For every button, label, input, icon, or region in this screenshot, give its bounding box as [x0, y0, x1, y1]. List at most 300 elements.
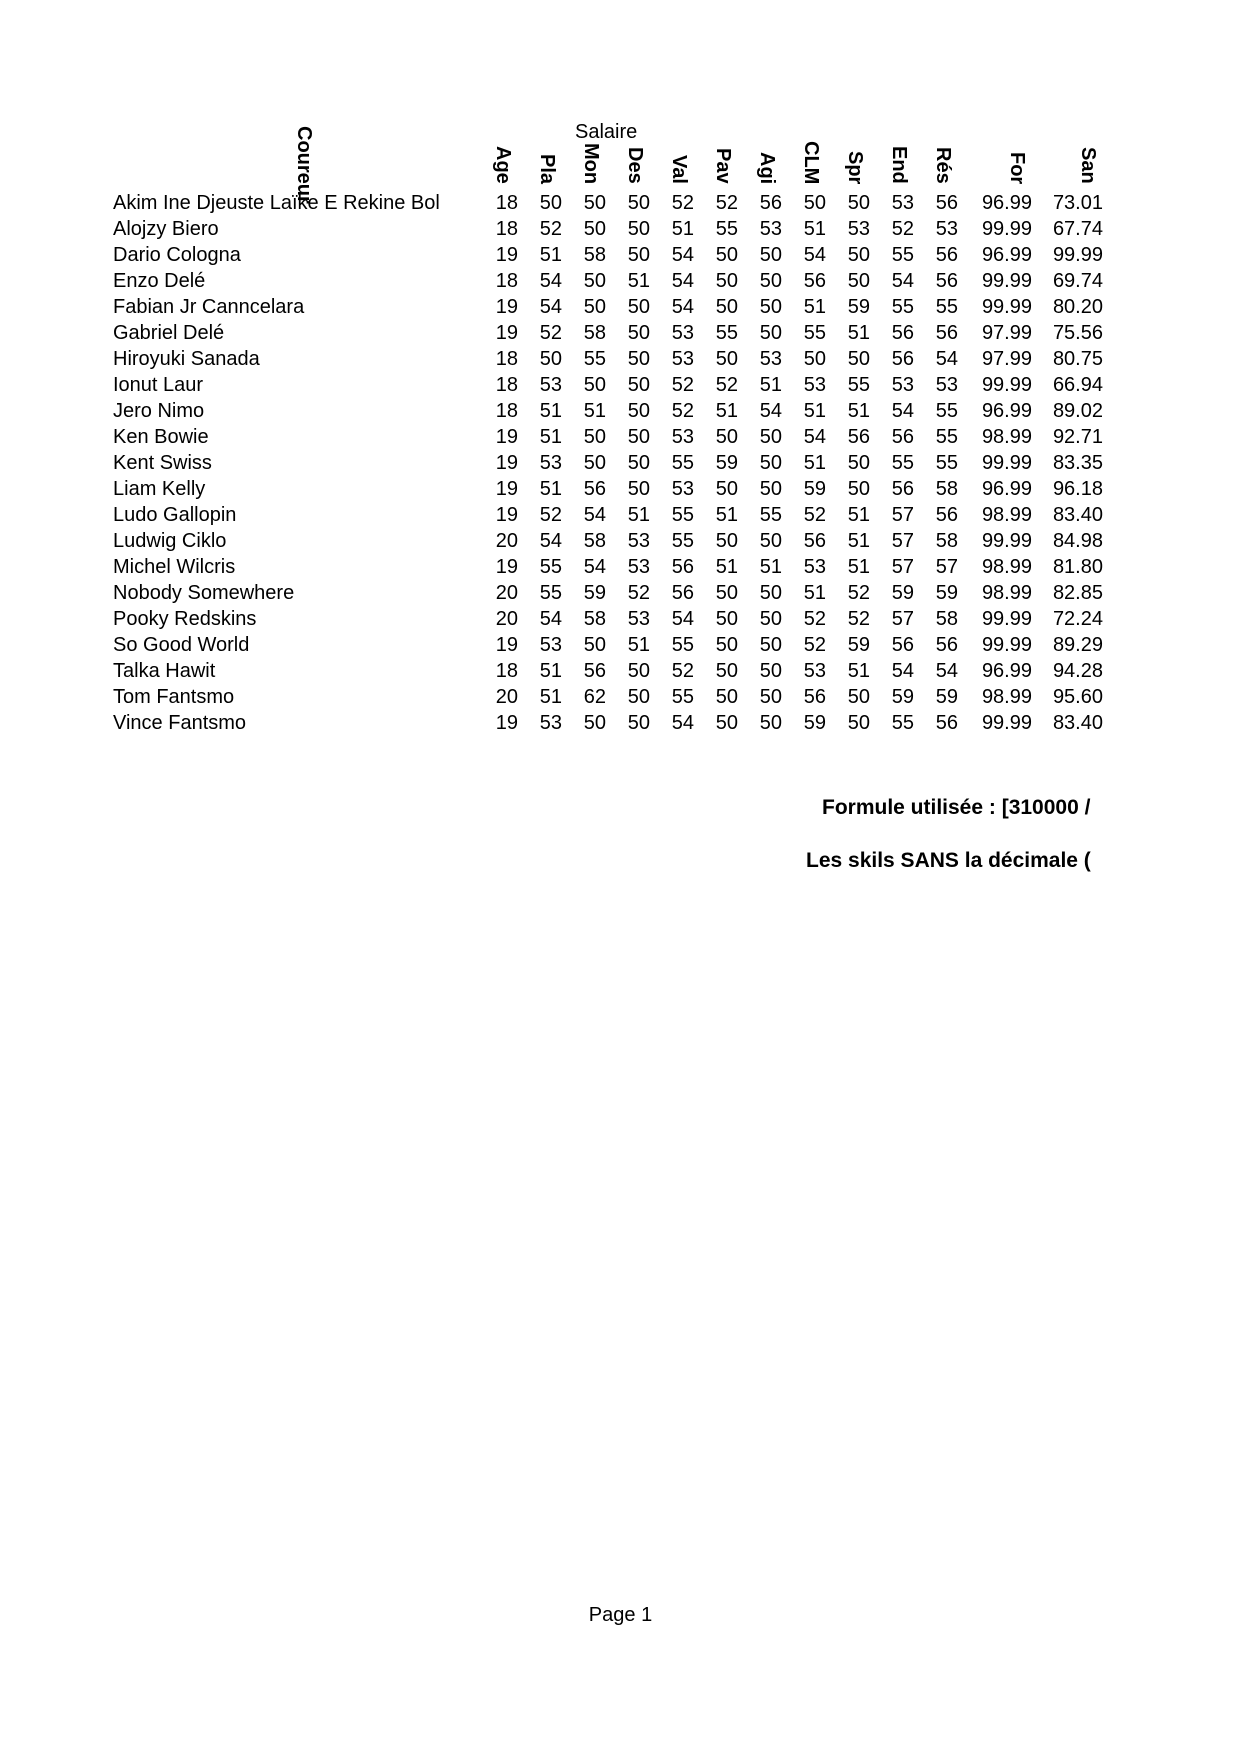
stat-cell-des: 50 [627, 660, 650, 682]
stat-cell-for: 99.99 [981, 296, 1032, 318]
stat-cell-val: 54 [671, 296, 694, 318]
stat-cell-val: 52 [671, 660, 694, 682]
stat-cell-end: 55 [891, 296, 914, 318]
skills-note: Les skils SANS la décimale ( [806, 849, 1091, 872]
stat-cell-end: 56 [891, 426, 914, 448]
stat-cell-end: 54 [891, 270, 914, 292]
stat-cell-pav: 50 [715, 270, 738, 292]
stat-cell-agi: 51 [759, 556, 782, 578]
stat-cell-pla: 51 [539, 686, 562, 708]
stat-cell-pav: 50 [715, 608, 738, 630]
stat-cell-pla: 53 [539, 712, 562, 734]
stat-cell-des: 50 [627, 322, 650, 344]
stat-cell-san: 82.85 [1052, 582, 1103, 604]
stat-cell-clm: 51 [803, 218, 826, 240]
stat-cell-val: 55 [671, 686, 694, 708]
stat-cell-clm: 54 [803, 426, 826, 448]
stat-cell-for: 98.99 [981, 504, 1032, 526]
stat-cell-spr: 50 [847, 270, 870, 292]
stat-cell-mon: 50 [583, 452, 606, 474]
salaire-label: Salaire [575, 121, 638, 143]
stat-cell-end: 57 [891, 530, 914, 552]
stat-cell-val: 56 [671, 556, 694, 578]
rider-name-cell: Akim Ine Djeuste Laïke E Rekine Bol [113, 192, 440, 214]
stat-cell-val: 54 [671, 712, 694, 734]
stat-cell-des: 51 [627, 634, 650, 656]
table-row [113, 710, 1103, 736]
stat-cell-des: 51 [627, 504, 650, 526]
stat-cell-clm: 53 [803, 660, 826, 682]
stat-cell-des: 51 [627, 270, 650, 292]
stat-cell-end: 54 [891, 400, 914, 422]
table-row [113, 554, 1103, 580]
stat-cell-res: 58 [935, 608, 958, 630]
stat-cell-spr: 51 [847, 660, 870, 682]
stat-cell-pla: 51 [539, 400, 562, 422]
stat-cell-res: 53 [935, 374, 958, 396]
stat-cell-end: 57 [891, 504, 914, 526]
stat-cell-age: 19 [495, 478, 518, 500]
stat-cell-pla: 51 [539, 660, 562, 682]
column-header-pla [518, 140, 562, 190]
stat-cell-mon: 55 [583, 348, 606, 370]
stat-cell-mon: 54 [583, 504, 606, 526]
stat-cell-mon: 62 [583, 686, 606, 708]
column-header-label: Pla [536, 153, 558, 184]
stat-cell-agi: 50 [759, 582, 782, 604]
stat-cell-end: 56 [891, 634, 914, 656]
stat-cell-res: 56 [935, 270, 958, 292]
table-row [113, 242, 1103, 268]
table-row [113, 372, 1103, 398]
rider-name-cell: Kent Swiss [113, 452, 212, 474]
stat-cell-mon: 50 [583, 270, 606, 292]
stat-cell-age: 19 [495, 426, 518, 448]
rider-name-cell: Fabian Jr Canncelara [113, 296, 305, 318]
stat-cell-san: 69.74 [1052, 270, 1103, 292]
column-header-label: For [1006, 151, 1028, 184]
stat-cell-res: 55 [935, 296, 958, 318]
stat-cell-pla: 54 [539, 608, 562, 630]
stat-cell-spr: 56 [847, 426, 870, 448]
stat-cell-end: 52 [891, 218, 914, 240]
rider-name-cell: Nobody Somewhere [113, 582, 295, 604]
stat-cell-des: 50 [627, 296, 650, 318]
rider-name-cell: Ken Bowie [113, 426, 209, 448]
stat-cell-san: 95.60 [1052, 686, 1103, 708]
stat-cell-agi: 50 [759, 426, 782, 448]
stat-cell-des: 50 [627, 712, 650, 734]
stat-cell-age: 18 [495, 218, 518, 240]
stat-cell-pla: 50 [539, 348, 562, 370]
stat-cell-val: 52 [671, 400, 694, 422]
stat-cell-end: 54 [891, 660, 914, 682]
stat-cell-san: 96.18 [1052, 478, 1103, 500]
stat-cell-res: 56 [935, 712, 958, 734]
stat-cell-san: 80.20 [1052, 296, 1103, 318]
stat-cell-san: 67.74 [1052, 218, 1103, 240]
stat-cell-pav: 51 [715, 504, 738, 526]
stat-cell-spr: 50 [847, 192, 870, 214]
column-header-label: Agi [756, 151, 778, 184]
stat-cell-spr: 53 [847, 218, 870, 240]
stat-cell-spr: 51 [847, 504, 870, 526]
stat-cell-san: 75.56 [1052, 322, 1103, 344]
stat-cell-res: 55 [935, 426, 958, 448]
stat-cell-for: 98.99 [981, 556, 1032, 578]
rider-name-cell: Ionut Laur [113, 374, 204, 396]
stat-cell-pav: 51 [715, 400, 738, 422]
column-header-agi [738, 140, 782, 190]
stat-cell-mon: 50 [583, 634, 606, 656]
stat-cell-agi: 50 [759, 686, 782, 708]
stat-cell-val: 51 [671, 218, 694, 240]
stat-cell-val: 54 [671, 270, 694, 292]
stat-cell-pla: 50 [539, 192, 562, 214]
stat-cell-agi: 50 [759, 608, 782, 630]
stat-cell-res: 58 [935, 478, 958, 500]
stat-cell-des: 50 [627, 426, 650, 448]
stat-cell-san: 94.28 [1052, 660, 1103, 682]
stat-cell-agi: 55 [759, 504, 782, 526]
table-row [113, 502, 1103, 528]
table-row [113, 450, 1103, 476]
column-header-label: Des [624, 147, 646, 184]
stat-cell-san: 83.40 [1052, 504, 1103, 526]
stat-cell-agi: 50 [759, 322, 782, 344]
stat-cell-pav: 52 [715, 374, 738, 396]
stat-cell-res: 57 [935, 556, 958, 578]
stat-cell-res: 55 [935, 452, 958, 474]
stat-cell-val: 53 [671, 426, 694, 448]
stat-cell-for: 99.99 [981, 712, 1032, 734]
rider-name-cell: Hiroyuki Sanada [113, 348, 260, 370]
stat-cell-agi: 50 [759, 712, 782, 734]
stat-cell-san: 99.99 [1052, 244, 1103, 266]
stat-cell-spr: 59 [847, 634, 870, 656]
column-header-san [1032, 140, 1103, 190]
stat-cell-clm: 51 [803, 582, 826, 604]
stat-cell-san: 89.29 [1052, 634, 1103, 656]
header-row [113, 140, 1103, 190]
table-row [113, 424, 1103, 450]
stat-cell-pav: 50 [715, 660, 738, 682]
stat-cell-mon: 56 [583, 660, 606, 682]
stat-cell-spr: 59 [847, 296, 870, 318]
stat-cell-des: 50 [627, 374, 650, 396]
stat-cell-pla: 53 [539, 634, 562, 656]
column-header-end [870, 140, 914, 190]
table-row [113, 268, 1103, 294]
stat-cell-pav: 50 [715, 582, 738, 604]
stat-cell-san: 89.02 [1052, 400, 1103, 422]
table-row [113, 528, 1103, 554]
stat-cell-clm: 56 [803, 270, 826, 292]
stat-cell-end: 56 [891, 478, 914, 500]
stat-cell-clm: 59 [803, 712, 826, 734]
stat-cell-val: 52 [671, 374, 694, 396]
stat-cell-clm: 53 [803, 374, 826, 396]
stat-cell-for: 98.99 [981, 686, 1032, 708]
stat-cell-mon: 54 [583, 556, 606, 578]
stat-cell-age: 19 [495, 634, 518, 656]
stat-cell-des: 50 [627, 244, 650, 266]
table-row [113, 216, 1103, 242]
rider-name-cell: Vince Fantsmo [113, 712, 247, 734]
stat-cell-val: 53 [671, 478, 694, 500]
table-row [113, 294, 1103, 320]
column-header-for [958, 140, 1032, 190]
column-header-des [606, 140, 650, 190]
stat-cell-mon: 50 [583, 374, 606, 396]
stat-cell-mon: 50 [583, 192, 606, 214]
stat-cell-end: 57 [891, 608, 914, 630]
stat-cell-end: 56 [891, 322, 914, 344]
stat-cell-end: 55 [891, 712, 914, 734]
stat-cell-san: 66.94 [1052, 374, 1103, 396]
stat-cell-pav: 50 [715, 296, 738, 318]
column-header-pav [694, 140, 738, 190]
rider-name-cell: Gabriel Delé [113, 322, 225, 344]
stat-cell-des: 50 [627, 192, 650, 214]
stat-cell-res: 53 [935, 218, 958, 240]
stat-cell-des: 53 [627, 530, 650, 552]
stat-cell-end: 59 [891, 582, 914, 604]
stat-cell-des: 53 [627, 556, 650, 578]
stat-cell-age: 18 [495, 192, 518, 214]
table-row [113, 684, 1103, 710]
stat-cell-agi: 50 [759, 296, 782, 318]
table-row [113, 658, 1103, 684]
stat-cell-pav: 50 [715, 634, 738, 656]
stat-cell-clm: 50 [803, 348, 826, 370]
stat-cell-for: 96.99 [981, 192, 1032, 214]
stat-cell-age: 20 [495, 530, 518, 552]
stat-cell-age: 19 [495, 244, 518, 266]
stat-cell-pav: 55 [715, 218, 738, 240]
column-header-age [468, 140, 518, 190]
stat-cell-for: 96.99 [981, 244, 1032, 266]
stat-cell-end: 53 [891, 192, 914, 214]
stat-cell-mon: 58 [583, 244, 606, 266]
table-row [113, 580, 1103, 606]
stat-cell-des: 50 [627, 400, 650, 422]
stat-cell-val: 53 [671, 322, 694, 344]
stat-cell-pla: 54 [539, 530, 562, 552]
table-row [113, 398, 1103, 424]
stat-cell-pav: 50 [715, 712, 738, 734]
stat-cell-res: 58 [935, 530, 958, 552]
column-header-val [650, 140, 694, 190]
stat-cell-pav: 50 [715, 530, 738, 552]
stat-cell-val: 55 [671, 452, 694, 474]
stat-cell-agi: 50 [759, 270, 782, 292]
stat-cell-agi: 50 [759, 660, 782, 682]
stat-cell-clm: 52 [803, 504, 826, 526]
stat-cell-des: 53 [627, 608, 650, 630]
stat-cell-spr: 50 [847, 686, 870, 708]
stat-cell-for: 97.99 [981, 348, 1032, 370]
rider-name-cell: Alojzy Biero [113, 218, 219, 240]
rider-name-cell: Michel Wilcris [113, 556, 236, 578]
stat-cell-end: 59 [891, 686, 914, 708]
stat-cell-for: 97.99 [981, 322, 1032, 344]
stat-cell-end: 56 [891, 348, 914, 370]
column-header-label: Pav [712, 148, 734, 184]
stat-cell-san: 83.40 [1052, 712, 1103, 734]
column-header-spr [826, 140, 870, 190]
stat-cell-age: 20 [495, 608, 518, 630]
stat-cell-clm: 55 [803, 322, 826, 344]
stat-cell-for: 96.99 [981, 660, 1032, 682]
stat-cell-age: 18 [495, 660, 518, 682]
stat-cell-des: 50 [627, 348, 650, 370]
stat-cell-age: 19 [495, 712, 518, 734]
stat-cell-for: 99.99 [981, 530, 1032, 552]
stat-cell-age: 19 [495, 296, 518, 318]
stat-cell-age: 18 [495, 348, 518, 370]
stat-cell-age: 19 [495, 556, 518, 578]
stat-cell-res: 56 [935, 192, 958, 214]
stat-cell-pla: 52 [539, 504, 562, 526]
stat-cell-val: 54 [671, 244, 694, 266]
stat-cell-san: 84.98 [1052, 530, 1103, 552]
stat-cell-spr: 50 [847, 348, 870, 370]
stat-cell-for: 96.99 [981, 400, 1032, 422]
column-header-label: San [1077, 147, 1099, 184]
table-row [113, 632, 1103, 658]
column-header-label: Val [668, 155, 690, 184]
rider-column-header-label: Coureur [293, 126, 315, 204]
stat-cell-agi: 54 [759, 400, 782, 422]
stat-cell-mon: 58 [583, 322, 606, 344]
column-header-clm [782, 140, 826, 190]
rider-name-cell: Jero Nimo [113, 400, 205, 422]
stat-cell-spr: 52 [847, 608, 870, 630]
stat-cell-des: 50 [627, 478, 650, 500]
stat-cell-pla: 55 [539, 582, 562, 604]
stat-cell-clm: 51 [803, 400, 826, 422]
rider-name-cell: Dario Cologna [113, 244, 241, 266]
page-number: Page 1 [588, 1604, 653, 1626]
stat-cell-pav: 59 [715, 452, 738, 474]
stat-cell-des: 50 [627, 452, 650, 474]
stat-cell-age: 19 [495, 322, 518, 344]
stat-cell-res: 59 [935, 582, 958, 604]
stat-cell-for: 99.99 [981, 374, 1032, 396]
stat-cell-clm: 51 [803, 452, 826, 474]
stat-cell-des: 52 [627, 582, 650, 604]
stat-cell-mon: 50 [583, 426, 606, 448]
stat-cell-res: 59 [935, 686, 958, 708]
stat-cell-pav: 50 [715, 686, 738, 708]
stat-cell-clm: 56 [803, 530, 826, 552]
stat-cell-agi: 50 [759, 478, 782, 500]
stat-cell-agi: 51 [759, 374, 782, 396]
table-row [113, 190, 1103, 216]
stat-cell-val: 54 [671, 608, 694, 630]
stat-cell-agi: 50 [759, 634, 782, 656]
stat-cell-agi: 50 [759, 452, 782, 474]
stat-cell-pav: 50 [715, 348, 738, 370]
stat-cell-age: 18 [495, 270, 518, 292]
stat-cell-des: 50 [627, 686, 650, 708]
stat-cell-end: 57 [891, 556, 914, 578]
stat-cell-san: 81.80 [1052, 556, 1103, 578]
stat-cell-mon: 50 [583, 712, 606, 734]
stat-cell-val: 56 [671, 582, 694, 604]
stat-cell-san: 73.01 [1052, 192, 1103, 214]
stat-cell-for: 99.99 [981, 634, 1032, 656]
stat-cell-age: 20 [495, 686, 518, 708]
stat-cell-age: 19 [495, 452, 518, 474]
stat-cell-spr: 52 [847, 582, 870, 604]
stat-cell-val: 53 [671, 348, 694, 370]
stat-cell-for: 99.99 [981, 270, 1032, 292]
stat-cell-san: 83.35 [1052, 452, 1103, 474]
stat-cell-age: 18 [495, 374, 518, 396]
stat-cell-val: 55 [671, 530, 694, 552]
stat-cell-age: 19 [495, 504, 518, 526]
stat-cell-mon: 59 [583, 582, 606, 604]
stat-cell-agi: 50 [759, 244, 782, 266]
stat-cell-spr: 55 [847, 374, 870, 396]
stat-cell-agi: 53 [759, 348, 782, 370]
stat-cell-clm: 54 [803, 244, 826, 266]
stat-cell-mon: 50 [583, 296, 606, 318]
stat-cell-pla: 52 [539, 218, 562, 240]
stat-cell-spr: 51 [847, 530, 870, 552]
table-row [113, 346, 1103, 372]
stat-cell-val: 55 [671, 634, 694, 656]
stat-cell-spr: 51 [847, 556, 870, 578]
rider-name-cell: Enzo Delé [113, 270, 206, 292]
rider-name-cell: Tom Fantsmo [113, 686, 235, 708]
stat-cell-mon: 50 [583, 218, 606, 240]
stat-cell-res: 55 [935, 400, 958, 422]
column-header-label: Age [492, 146, 514, 184]
stat-cell-res: 56 [935, 634, 958, 656]
stat-cell-pav: 50 [715, 478, 738, 500]
rider-name-cell: Ludwig Ciklo [113, 530, 227, 552]
stat-cell-pav: 51 [715, 556, 738, 578]
stat-cell-pav: 52 [715, 192, 738, 214]
column-header-label: Mon [580, 142, 602, 184]
stat-cell-for: 99.99 [981, 218, 1032, 240]
stat-cell-clm: 51 [803, 296, 826, 318]
stat-cell-spr: 50 [847, 244, 870, 266]
stat-cell-pla: 53 [539, 452, 562, 474]
stat-cell-san: 72.24 [1052, 608, 1103, 630]
stat-cell-res: 56 [935, 322, 958, 344]
stat-cell-mon: 51 [583, 400, 606, 422]
rider-name-cell: Talka Hawit [113, 660, 216, 682]
stat-cell-pla: 55 [539, 556, 562, 578]
stat-cell-pav: 55 [715, 322, 738, 344]
stat-cell-res: 56 [935, 504, 958, 526]
column-header-res [914, 140, 958, 190]
stat-cell-val: 55 [671, 504, 694, 526]
stat-cell-spr: 50 [847, 452, 870, 474]
stat-cell-clm: 52 [803, 608, 826, 630]
column-header-label: Rés [932, 147, 954, 184]
stat-cell-mon: 58 [583, 608, 606, 630]
table-row [113, 476, 1103, 502]
stat-cell-for: 98.99 [981, 582, 1032, 604]
rider-name-cell: Liam Kelly [113, 478, 206, 500]
column-header-label: Spr [844, 150, 866, 184]
stat-cell-pla: 51 [539, 478, 562, 500]
